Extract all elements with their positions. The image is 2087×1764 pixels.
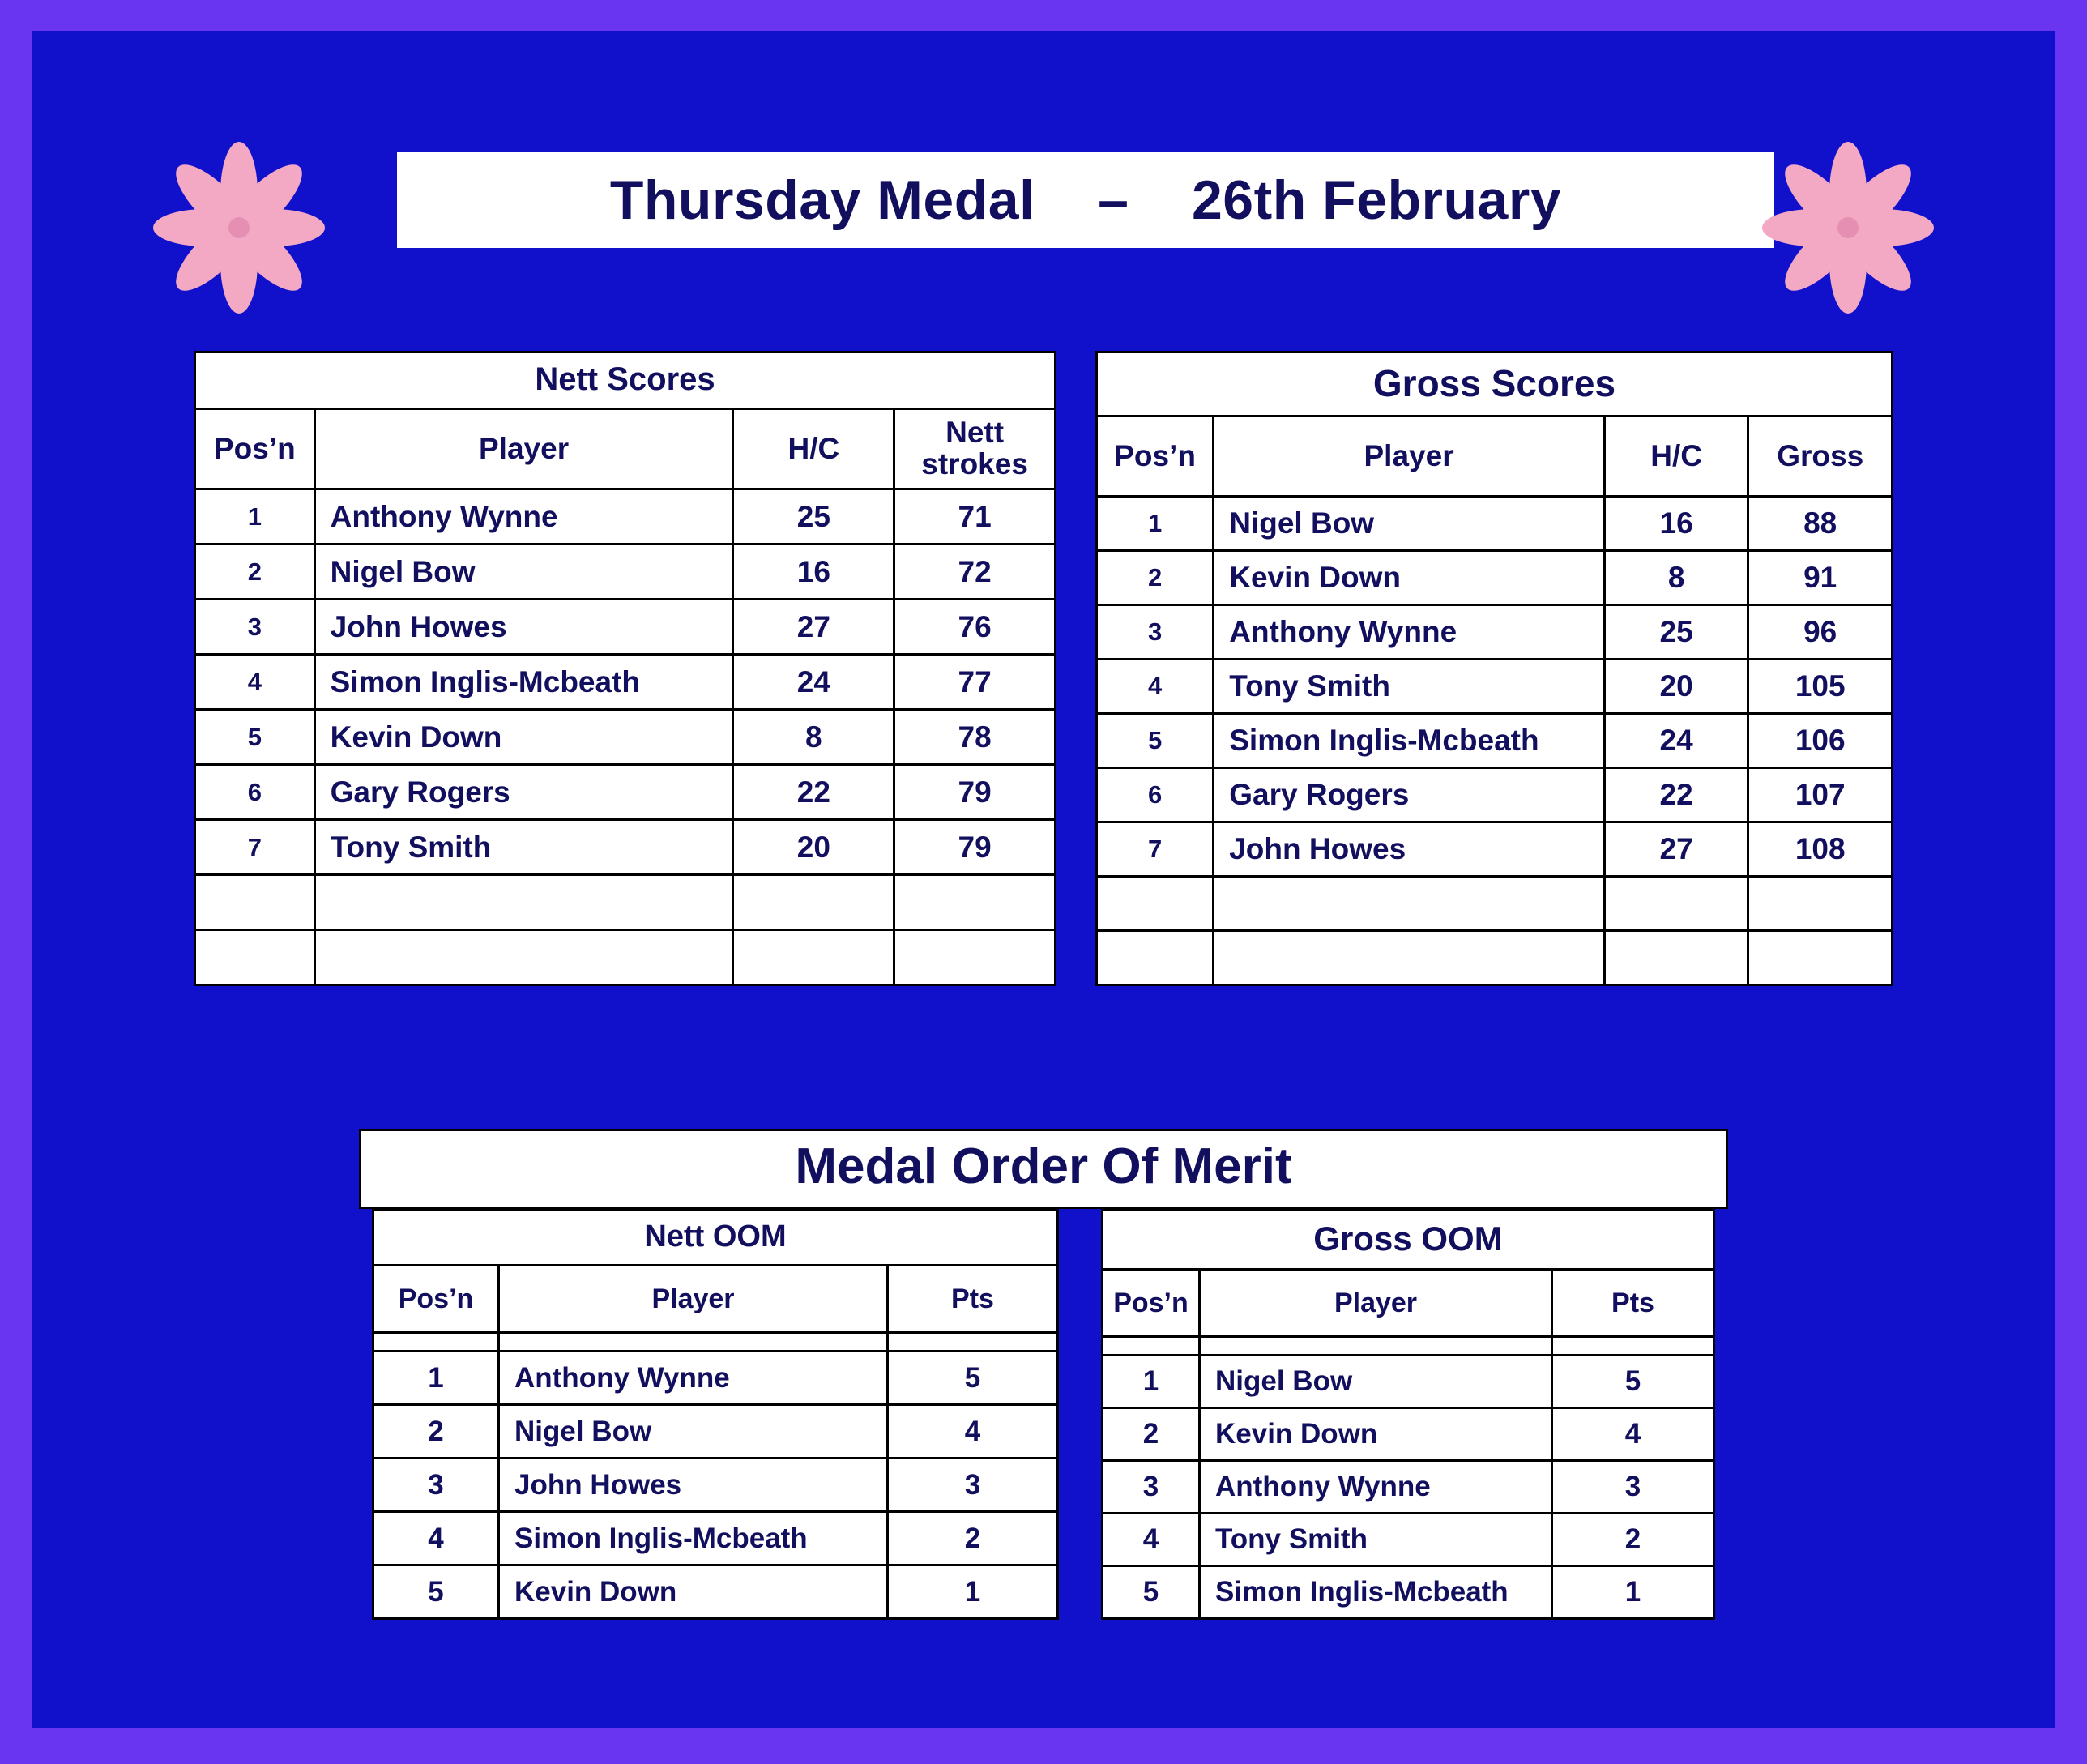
cell-score: 107 [1748, 768, 1893, 822]
cell-handicap [1604, 877, 1748, 931]
cell-score: 71 [894, 489, 1056, 545]
table-row [373, 1459, 1058, 1512]
cell-points: 5 [888, 1352, 1058, 1405]
nett-oom-caption-row [373, 1211, 1058, 1266]
cell-player: Tony Smith [314, 820, 733, 875]
cell-position: 5 [195, 710, 315, 765]
cell-player: Kevin Down [1214, 551, 1605, 605]
oom-title: Medal Order Of Merit [795, 1138, 1292, 1194]
cell-position: 2 [1103, 1408, 1200, 1461]
flower-icon [1755, 135, 1941, 321]
cell-points: 3 [1552, 1461, 1714, 1514]
cell-position: 5 [1103, 1566, 1200, 1619]
cell-score: 72 [894, 545, 1056, 600]
cell-position: 7 [1097, 822, 1214, 877]
table-row [195, 545, 1056, 600]
cell-points: 4 [1552, 1408, 1714, 1461]
nett-oom-caption: Nett OOM [373, 1211, 1058, 1266]
table-row [1103, 1408, 1714, 1461]
table-row [373, 1405, 1058, 1459]
cell-score: 106 [1748, 714, 1893, 768]
page-title: Thursday Medal – 26th February [609, 169, 1562, 231]
table-row [1097, 714, 1893, 768]
cell-score: 105 [1748, 660, 1893, 714]
cell-position [1097, 877, 1214, 931]
table-row [195, 600, 1056, 655]
cell-handicap [733, 930, 894, 985]
table-row [195, 820, 1056, 875]
cell-player: Kevin Down [314, 710, 733, 765]
header [32, 112, 2055, 274]
table-row [1103, 1356, 1714, 1408]
cell-position: 4 [1097, 660, 1214, 714]
cell-score: 76 [894, 600, 1056, 655]
cell-position: 3 [373, 1459, 499, 1512]
gross-oom-caption-row [1103, 1211, 1714, 1270]
table-row [195, 710, 1056, 765]
cell-handicap: 20 [733, 820, 894, 875]
cell-score: 77 [894, 655, 1056, 710]
table-row [1103, 1461, 1714, 1514]
cell-handicap: 24 [733, 655, 894, 710]
cell-position: 3 [195, 600, 315, 655]
cell-player: Kevin Down [1200, 1408, 1552, 1461]
gross-oom-header-row [1103, 1270, 1714, 1337]
nett-scores-table [194, 351, 1056, 986]
table-row [1097, 768, 1893, 822]
flower-icon [146, 135, 332, 321]
cell-score: 91 [1748, 551, 1893, 605]
table-row [1097, 605, 1893, 660]
nett-scores-caption: Nett Scores [195, 352, 1056, 409]
nett-scores-caption-row [195, 352, 1056, 409]
table-row [373, 1565, 1058, 1619]
column-header-points: Pts [1552, 1270, 1714, 1337]
gross-scores-caption: Gross Scores [1097, 352, 1893, 416]
cell-player: Anthony Wynne [499, 1352, 888, 1405]
cell-score: 78 [894, 710, 1056, 765]
table-row [1097, 822, 1893, 877]
cell-handicap: 16 [733, 545, 894, 600]
cell-player: Nigel Bow [1214, 497, 1605, 551]
cell-player [1214, 931, 1605, 985]
table-row [195, 655, 1056, 710]
cell-position [1097, 931, 1214, 985]
table-row-spacer [373, 1333, 1058, 1352]
cell-position: 1 [1103, 1356, 1200, 1408]
cell-position: 4 [373, 1512, 499, 1565]
column-header-player: Player [499, 1266, 888, 1333]
cell-position: 2 [1097, 551, 1214, 605]
table-row [1097, 497, 1893, 551]
cell-score [894, 930, 1056, 985]
cell-position: 2 [195, 545, 315, 600]
order-of-merit-section [32, 1129, 2055, 1620]
column-header-position: Pos’n [195, 409, 315, 489]
cell-position [195, 930, 315, 985]
cell-handicap: 25 [733, 489, 894, 545]
spacer-cell [1103, 1337, 1200, 1356]
cell-position: 3 [1103, 1461, 1200, 1514]
column-header-position: Pos’n [373, 1266, 499, 1333]
table-row [195, 489, 1056, 545]
cell-handicap [1604, 931, 1748, 985]
nett-oom-header-row [373, 1266, 1058, 1333]
cell-player: Nigel Bow [499, 1405, 888, 1459]
cell-position: 1 [195, 489, 315, 545]
cell-handicap: 25 [1604, 605, 1748, 660]
table-row [1103, 1514, 1714, 1566]
cell-position: 5 [1097, 714, 1214, 768]
table-row [195, 765, 1056, 820]
cell-player: John Howes [1214, 822, 1605, 877]
cell-player [314, 875, 733, 930]
spacer-cell [1552, 1337, 1714, 1356]
table-row-spacer [1103, 1337, 1714, 1356]
title-banner [397, 152, 1774, 248]
cell-handicap: 27 [733, 600, 894, 655]
table-row-empty [1097, 931, 1893, 985]
cell-points: 5 [1552, 1356, 1714, 1408]
cell-points: 2 [888, 1512, 1058, 1565]
column-header-nett-strokes: Nett strokes [894, 409, 1056, 489]
cell-player: Anthony Wynne [1214, 605, 1605, 660]
table-row [373, 1352, 1058, 1405]
cell-position: 4 [1103, 1514, 1200, 1566]
spacer-cell [373, 1333, 499, 1352]
table-row [373, 1512, 1058, 1565]
cell-player: Tony Smith [1200, 1514, 1552, 1566]
column-header-handicap: H/C [733, 409, 894, 489]
poster-board [32, 31, 2055, 1728]
cell-score [894, 875, 1056, 930]
column-header-handicap: H/C [1604, 416, 1748, 497]
cell-points: 4 [888, 1405, 1058, 1459]
gross-scores-header-row [1097, 416, 1893, 497]
column-header-position: Pos’n [1103, 1270, 1200, 1337]
gross-oom-caption: Gross OOM [1103, 1211, 1714, 1270]
cell-player: Gary Rogers [1214, 768, 1605, 822]
cell-player: Simon Inglis-Mcbeath [314, 655, 733, 710]
column-header-player: Player [1200, 1270, 1552, 1337]
cell-player: Nigel Bow [314, 545, 733, 600]
table-row-empty [1097, 877, 1893, 931]
cell-player: Nigel Bow [1200, 1356, 1552, 1408]
column-header-player: Player [314, 409, 733, 489]
cell-points: 2 [1552, 1514, 1714, 1566]
cell-points: 3 [888, 1459, 1058, 1512]
table-row [1097, 660, 1893, 714]
cell-player: Simon Inglis-Mcbeath [1200, 1566, 1552, 1619]
table-row-empty [195, 930, 1056, 985]
cell-handicap [733, 875, 894, 930]
cell-player: Anthony Wynne [314, 489, 733, 545]
nett-scores-header-row [195, 409, 1056, 489]
cell-score: 79 [894, 765, 1056, 820]
gross-scores-table [1095, 351, 1893, 986]
table-row [1103, 1566, 1714, 1619]
cell-position: 2 [373, 1405, 499, 1459]
cell-handicap: 8 [1604, 551, 1748, 605]
oom-tables [32, 1209, 2055, 1620]
column-header-points: Pts [888, 1266, 1058, 1333]
cell-handicap: 22 [1604, 768, 1748, 822]
nett-oom-table [372, 1209, 1059, 1620]
cell-position: 6 [1097, 768, 1214, 822]
cell-player: Simon Inglis-Mcbeath [499, 1512, 888, 1565]
cell-player: Tony Smith [1214, 660, 1605, 714]
cell-player: John Howes [499, 1459, 888, 1512]
gross-scores-caption-row [1097, 352, 1893, 416]
cell-score [1748, 877, 1893, 931]
cell-position: 7 [195, 820, 315, 875]
cell-handicap: 24 [1604, 714, 1748, 768]
cell-position [195, 875, 315, 930]
cell-score: 88 [1748, 497, 1893, 551]
cell-player: Anthony Wynne [1200, 1461, 1552, 1514]
cell-score: 79 [894, 820, 1056, 875]
cell-position: 4 [195, 655, 315, 710]
column-header-gross: Gross [1748, 416, 1893, 497]
cell-player [314, 930, 733, 985]
column-header-position: Pos’n [1097, 416, 1214, 497]
cell-score: 108 [1748, 822, 1893, 877]
cell-handicap: 16 [1604, 497, 1748, 551]
cell-player: Simon Inglis-Mcbeath [1214, 714, 1605, 768]
spacer-cell [499, 1333, 888, 1352]
cell-position: 6 [195, 765, 315, 820]
table-row [1097, 551, 1893, 605]
oom-title-banner [359, 1129, 1728, 1209]
spacer-cell [888, 1333, 1058, 1352]
cell-handicap: 27 [1604, 822, 1748, 877]
cell-position: 3 [1097, 605, 1214, 660]
gross-oom-table [1101, 1209, 1715, 1620]
column-header-player: Player [1214, 416, 1605, 497]
spacer-cell [1200, 1337, 1552, 1356]
cell-player [1214, 877, 1605, 931]
cell-score: 96 [1748, 605, 1893, 660]
cell-player: John Howes [314, 600, 733, 655]
cell-position: 5 [373, 1565, 499, 1619]
cell-points: 1 [888, 1565, 1058, 1619]
cell-handicap: 8 [733, 710, 894, 765]
cell-points: 1 [1552, 1566, 1714, 1619]
scores-section [32, 351, 2055, 986]
cell-player: Gary Rogers [314, 765, 733, 820]
cell-handicap: 22 [733, 765, 894, 820]
cell-player: Kevin Down [499, 1565, 888, 1619]
cell-position: 1 [373, 1352, 499, 1405]
cell-position: 1 [1097, 497, 1214, 551]
table-row-empty [195, 875, 1056, 930]
cell-handicap: 20 [1604, 660, 1748, 714]
cell-score [1748, 931, 1893, 985]
